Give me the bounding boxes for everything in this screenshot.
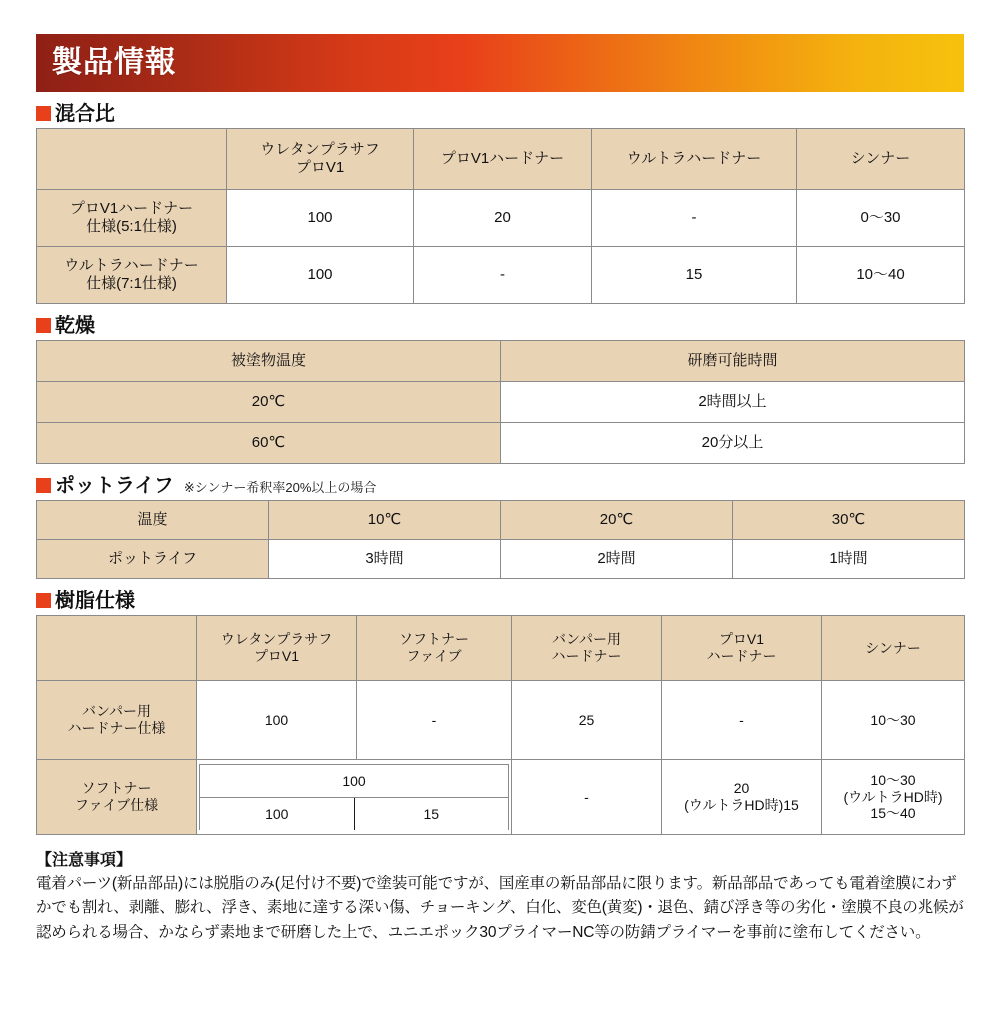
mix-cell-ultra-urethane: 100 (227, 247, 414, 304)
section-note-pot-life: ※シンナー希釈率20%以上の場合 (183, 480, 377, 495)
resin-subcell-urethane: 100 (200, 798, 355, 831)
resin-col-header-softener-line1: ソフトナー (399, 631, 469, 648)
square-bullet-icon (36, 478, 51, 493)
table-row (37, 501, 965, 540)
dry-col-header-sanding-time: 研磨可能時間 (501, 341, 965, 382)
page-title: 製品情報 (52, 46, 176, 79)
section-heading-resin-spec (36, 591, 964, 611)
pot-row-header-potlife: ポットライフ (37, 540, 269, 579)
mix-cell-prov1-prov1hardener: 20 (414, 190, 592, 247)
mix-col-header-urethane (227, 129, 414, 190)
pot-col-header-temperature: 温度 (37, 501, 269, 540)
resin-row-header-softener (37, 760, 197, 835)
mix-corner-cell (37, 129, 227, 190)
table-row (37, 423, 965, 464)
resin-cell-softener-thinner-line2: (ウルトラHD時) (843, 788, 943, 805)
table-row (37, 190, 965, 247)
resin-col-header-bumper-hardener-line1: バンパー用 (551, 631, 622, 648)
notes-section (36, 847, 964, 945)
resin-row-header-bumper-line2: ハードナー仕様 (67, 720, 166, 736)
resin-col-header-thinner: シンナー (822, 616, 965, 681)
section-heading-pot-life (36, 476, 964, 496)
mix-cell-prov1-ultrahardener: - (592, 190, 797, 247)
resin-cell-softener-thinner (822, 760, 965, 835)
mix-cell-prov1-thinner: 0〜30 (797, 190, 965, 247)
section-heading-drying (36, 316, 964, 336)
table-row (37, 540, 965, 579)
pot-col-header-10c: 10℃ (269, 501, 501, 540)
resin-col-header-prov1-hardener-line1: プロV1 (718, 631, 765, 648)
page-header-banner (36, 34, 964, 92)
dry-cell-time-60: 20分以上 (501, 423, 965, 464)
resin-col-header-prov1-hardener-line2: ハードナー (706, 648, 777, 664)
resin-cell-softener-bumperhardener: - (512, 760, 662, 835)
resin-cell-bumper-softener: - (357, 681, 512, 760)
dry-cell-temp-60: 60℃ (37, 423, 501, 464)
resin-cell-softener-thinner-line3: 15〜40 (870, 805, 916, 822)
resin-col-header-bumper-hardener (512, 616, 662, 681)
table-row (200, 765, 509, 798)
resin-col-header-urethane (197, 616, 357, 681)
table-row (37, 681, 965, 760)
square-bullet-icon (36, 593, 51, 608)
section-label-pot-life: ポットライフ (55, 475, 174, 497)
resin-subtable-softener (199, 764, 509, 830)
table-pot-life (36, 500, 965, 579)
mix-cell-ultra-prov1hardener: - (414, 247, 592, 304)
resin-row-header-bumper (37, 681, 197, 760)
pot-col-header-20c: 20℃ (501, 501, 733, 540)
mix-row-header-ultra (37, 247, 227, 304)
mix-row-header-ultra-line2: 仕様(7:1仕様) (86, 275, 177, 292)
dry-cell-temp-20: 20℃ (37, 382, 501, 423)
table-row (37, 616, 965, 681)
product-information-page (0, 34, 1000, 1034)
resin-corner-cell (37, 616, 197, 681)
mix-cell-prov1-urethane: 100 (227, 190, 414, 247)
mix-row-header-prov1-line2: 仕様(5:1仕様) (86, 218, 177, 235)
pot-cell-30c: 1時間 (733, 540, 965, 579)
table-row (200, 798, 509, 831)
mix-col-header-ultra-hardener: ウルトラハードナー (592, 129, 797, 190)
notes-title: 【注意事項】 (36, 852, 133, 869)
resin-cell-softener-prov1hardener-line1: 20 (733, 780, 750, 797)
resin-cell-softener-prov1hardener (662, 760, 822, 835)
pot-cell-20c: 2時間 (501, 540, 733, 579)
mix-row-header-ultra-line1: ウルトラハードナー (64, 257, 199, 275)
resin-col-header-softener (357, 616, 512, 681)
resin-cell-softener-thinner-line1: 10〜30 (870, 772, 916, 789)
resin-col-header-urethane-line2: プロV1 (253, 648, 300, 664)
resin-cell-bumper-prov1hardener: - (662, 681, 822, 760)
resin-cell-softener-prov1hardener-line2: (ウルトラHD時)15 (684, 797, 799, 813)
resin-col-header-urethane-line1: ウレタンプラサフ (220, 631, 333, 648)
mix-col-header-urethane-line1: ウレタンプラサフ (260, 141, 380, 159)
resin-col-header-prov1-hardener (662, 616, 822, 681)
square-bullet-icon (36, 318, 51, 333)
resin-col-header-softener-line2: ファイブ (406, 648, 462, 664)
resin-row-header-bumper-line1: バンパー用 (81, 703, 152, 720)
mix-col-header-prov1-hardener: プロV1ハードナー (414, 129, 592, 190)
mix-row-header-prov1-line1: プロV1ハードナー (69, 200, 194, 218)
resin-subcell-softener: 15 (354, 798, 509, 831)
table-row (37, 341, 965, 382)
resin-col-header-bumper-hardener-line2: ハードナー (551, 648, 622, 664)
section-label-mix-ratio: 混合比 (55, 103, 115, 125)
resin-row-header-softener-line1: ソフトナー (81, 780, 152, 797)
notes-body: 電着パーツ(新品部品)には脱脂のみ(足付け不要)で塗装可能ですが、国産車の新品部品に限ります。新品部品であっても電着塗膜にわずかでも割れ、剥離、膨れ、浮き、素地に達する深い傷、チョーキング、白化、変色(黄変)・退色、錆び浮き等の劣化・塗膜不良の兆候が認められる場合、かならず素地まで研磨した上で、ユニエポック30プライマーNC等の防錆プライマーを事前に塗布してください。 (36, 875, 964, 941)
table-row (37, 382, 965, 423)
table-row (37, 760, 965, 835)
dry-col-header-temperature: 被塗物温度 (37, 341, 501, 382)
table-row (37, 129, 965, 190)
mix-col-header-urethane-line2: プロV1 (295, 159, 345, 176)
resin-cell-softener-split-group (197, 760, 512, 835)
section-label-drying: 乾燥 (55, 315, 95, 337)
square-bullet-icon (36, 106, 51, 121)
table-resin-spec (36, 615, 965, 835)
resin-subcell-span-100: 100 (200, 765, 509, 798)
pot-col-header-30c: 30℃ (733, 501, 965, 540)
resin-cell-bumper-thinner: 10〜30 (822, 681, 965, 760)
section-heading-mix-ratio (36, 104, 964, 124)
mix-row-header-prov1 (37, 190, 227, 247)
mix-cell-ultra-thinner: 10〜40 (797, 247, 965, 304)
resin-cell-bumper-bumperhardener: 25 (512, 681, 662, 760)
mix-col-header-thinner: シンナー (797, 129, 965, 190)
table-mix-ratio (36, 128, 965, 304)
table-row (37, 247, 965, 304)
table-drying (36, 340, 965, 464)
mix-cell-ultra-ultrahardener: 15 (592, 247, 797, 304)
resin-cell-bumper-urethane: 100 (197, 681, 357, 760)
section-label-resin-spec: 樹脂仕様 (55, 590, 135, 612)
resin-row-header-softener-line2: ファイブ仕様 (74, 797, 159, 813)
pot-cell-10c: 3時間 (269, 540, 501, 579)
dry-cell-time-20: 2時間以上 (501, 382, 965, 423)
